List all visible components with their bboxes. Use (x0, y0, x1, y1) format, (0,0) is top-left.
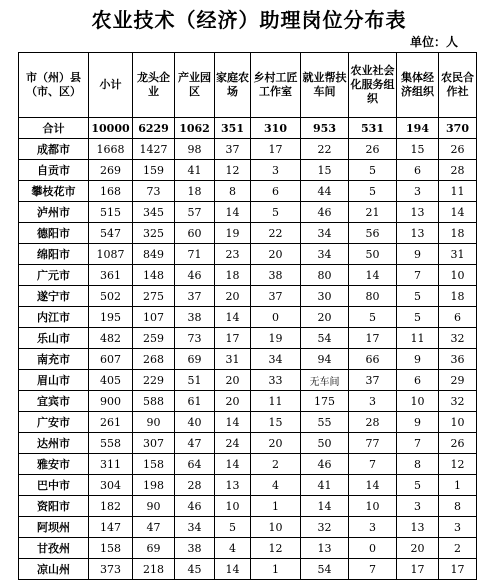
table-cell: 34 (251, 349, 301, 370)
region-name: 自贡市 (19, 160, 89, 181)
region-name: 乐山市 (19, 328, 89, 349)
table-cell: 159 (133, 160, 175, 181)
table-cell: 14 (349, 265, 397, 286)
table-cell: 275 (133, 286, 175, 307)
total-cell: 953 (301, 118, 349, 139)
region-name: 资阳市 (19, 496, 89, 517)
table-row (19, 454, 477, 475)
table-cell: 148 (133, 265, 175, 286)
table-cell: 34 (175, 517, 215, 538)
table-cell: 107 (133, 307, 175, 328)
table-cell: 14 (215, 454, 251, 475)
table-cell: 373 (89, 559, 133, 580)
table-cell: 36 (439, 349, 477, 370)
region-name: 绵阳市 (19, 244, 89, 265)
table-cell: 20 (251, 244, 301, 265)
table-cell: 2 (439, 538, 477, 559)
table-cell: 1 (251, 496, 301, 517)
table-cell: 5 (397, 475, 439, 496)
total-cell: 310 (251, 118, 301, 139)
table-cell: 34 (301, 223, 349, 244)
table-cell: 73 (133, 181, 175, 202)
table-cell: 10 (439, 412, 477, 433)
table-cell: 41 (175, 160, 215, 181)
table-cell: 6 (397, 370, 439, 391)
region-name: 南充市 (19, 349, 89, 370)
table-cell: 7 (397, 433, 439, 454)
page-title: 农业技术（经济）助理岗位分布表 (91, 8, 407, 32)
table-cell: 34 (301, 244, 349, 265)
table-cell: 60 (175, 223, 215, 244)
table-cell: 1427 (133, 139, 175, 160)
table-cell: 20 (397, 538, 439, 559)
table-cell: 17 (251, 139, 301, 160)
table-cell: 5 (349, 307, 397, 328)
table-cell: 345 (133, 202, 175, 223)
table-cell: 18 (439, 286, 477, 307)
table-cell: 37 (251, 286, 301, 307)
table-cell: 26 (439, 433, 477, 454)
header-region: 市（州）县（市、区） (19, 53, 89, 118)
table-cell: 11 (251, 391, 301, 412)
table-cell: 73 (175, 328, 215, 349)
table-cell: 47 (175, 433, 215, 454)
table-cell: 1087 (89, 244, 133, 265)
table-cell: 14 (439, 202, 477, 223)
table-cell: 14 (215, 412, 251, 433)
table-row (19, 139, 477, 160)
table-cell: 7 (397, 265, 439, 286)
table-cell: 50 (349, 244, 397, 265)
table-cell: 50 (301, 433, 349, 454)
table-cell: 20 (215, 391, 251, 412)
table-cell: 28 (175, 475, 215, 496)
total-cell: 1062 (175, 118, 215, 139)
table-cell: 69 (133, 538, 175, 559)
table-cell: 325 (133, 223, 175, 244)
table-cell: 558 (89, 433, 133, 454)
table-cell: 5 (349, 160, 397, 181)
table-cell: 515 (89, 202, 133, 223)
table-cell: 94 (301, 349, 349, 370)
table-cell: 54 (301, 328, 349, 349)
table-cell: 13 (397, 223, 439, 244)
table-cell: 4 (251, 475, 301, 496)
table-cell: 32 (301, 517, 349, 538)
table-cell: 11 (439, 181, 477, 202)
table-cell: 14 (215, 307, 251, 328)
table-cell: 64 (175, 454, 215, 475)
table-cell: 20 (251, 433, 301, 454)
table-cell: 90 (133, 496, 175, 517)
total-cell: 531 (349, 118, 397, 139)
region-name: 攀枝花市 (19, 181, 89, 202)
table-cell: 41 (301, 475, 349, 496)
table-cell: 37 (215, 139, 251, 160)
table-cell: 307 (133, 433, 175, 454)
table-cell: 23 (215, 244, 251, 265)
table-cell: 69 (175, 349, 215, 370)
table-cell: 502 (89, 286, 133, 307)
table-cell: 18 (215, 265, 251, 286)
table-cell: 195 (89, 307, 133, 328)
table-cell: 5 (251, 202, 301, 223)
table-cell: 2 (251, 454, 301, 475)
table-cell: 405 (89, 370, 133, 391)
table-row (19, 181, 477, 202)
total-cell: 6229 (133, 118, 175, 139)
region-name: 德阳市 (19, 223, 89, 244)
table-cell: 304 (89, 475, 133, 496)
table-cell: 55 (301, 412, 349, 433)
table-cell: 无车间 (301, 370, 349, 391)
table-cell: 32 (439, 328, 477, 349)
table-cell: 37 (175, 286, 215, 307)
table-cell: 22 (251, 223, 301, 244)
table-cell: 3 (349, 517, 397, 538)
table-cell: 168 (89, 181, 133, 202)
table-row (19, 202, 477, 223)
table-cell: 14 (215, 559, 251, 580)
region-name: 广元市 (19, 265, 89, 286)
total-row (19, 118, 477, 139)
table-cell: 13 (301, 538, 349, 559)
table-cell: 30 (301, 286, 349, 307)
header-collective-org: 集体经济组织 (397, 53, 439, 118)
header-subtotal: 小计 (89, 53, 133, 118)
table-cell: 147 (89, 517, 133, 538)
table-cell: 3 (349, 391, 397, 412)
table-row (19, 412, 477, 433)
table-cell: 28 (439, 160, 477, 181)
table-cell: 0 (349, 538, 397, 559)
region-name: 成都市 (19, 139, 89, 160)
table-cell: 8 (397, 454, 439, 475)
table-cell: 1 (251, 559, 301, 580)
table-cell: 8 (215, 181, 251, 202)
table-cell: 588 (133, 391, 175, 412)
table-cell: 268 (133, 349, 175, 370)
table-cell: 46 (175, 496, 215, 517)
table-cell: 46 (301, 454, 349, 475)
table-cell: 38 (251, 265, 301, 286)
table-cell: 361 (89, 265, 133, 286)
region-name: 泸州市 (19, 202, 89, 223)
table-cell: 44 (301, 181, 349, 202)
table-cell: 18 (175, 181, 215, 202)
table-cell: 26 (439, 139, 477, 160)
table-cell: 61 (175, 391, 215, 412)
table-cell: 46 (301, 202, 349, 223)
table-row (19, 244, 477, 265)
region-name: 雅安市 (19, 454, 89, 475)
table-cell: 10 (251, 517, 301, 538)
table-cell: 98 (175, 139, 215, 160)
table-cell: 38 (175, 307, 215, 328)
table-cell: 158 (89, 538, 133, 559)
table-cell: 29 (439, 370, 477, 391)
header-leading-enterprise: 龙头企业 (133, 53, 175, 118)
table-cell: 56 (349, 223, 397, 244)
table-cell: 13 (397, 202, 439, 223)
table-cell: 849 (133, 244, 175, 265)
table-cell: 12 (251, 538, 301, 559)
table-cell: 32 (439, 391, 477, 412)
table-row (19, 370, 477, 391)
table-cell: 90 (133, 412, 175, 433)
total-cell: 194 (397, 118, 439, 139)
region-name: 宜宾市 (19, 391, 89, 412)
table-cell: 20 (215, 286, 251, 307)
table-cell: 57 (175, 202, 215, 223)
table-cell: 71 (175, 244, 215, 265)
table-cell: 7 (349, 559, 397, 580)
header-industrial-park: 产业园区 (175, 53, 215, 118)
header-employment-workshop: 就业帮扶车间 (301, 53, 349, 118)
table-cell: 5 (397, 286, 439, 307)
table-cell: 229 (133, 370, 175, 391)
total-cell: 351 (215, 118, 251, 139)
table-cell: 5 (215, 517, 251, 538)
table-cell: 77 (349, 433, 397, 454)
table-cell: 3 (251, 160, 301, 181)
table-row (19, 433, 477, 454)
table-cell: 13 (215, 475, 251, 496)
table-cell: 269 (89, 160, 133, 181)
table-row (19, 538, 477, 559)
table-cell: 46 (175, 265, 215, 286)
table-cell: 20 (215, 370, 251, 391)
table-row (19, 475, 477, 496)
table-cell: 7 (349, 454, 397, 475)
table-cell: 11 (397, 328, 439, 349)
table-cell: 31 (439, 244, 477, 265)
table-cell: 19 (251, 328, 301, 349)
table-row (19, 496, 477, 517)
table-cell: 80 (301, 265, 349, 286)
table-cell: 15 (251, 412, 301, 433)
table-cell: 31 (215, 349, 251, 370)
table-cell: 261 (89, 412, 133, 433)
table-cell: 3 (397, 496, 439, 517)
table-cell: 6 (397, 160, 439, 181)
table-cell: 6 (439, 307, 477, 328)
header-cooperative: 农民合作社 (439, 53, 477, 118)
table-cell: 3 (397, 181, 439, 202)
table-cell: 182 (89, 496, 133, 517)
region-name: 眉山市 (19, 370, 89, 391)
table-cell: 175 (301, 391, 349, 412)
table-cell: 8 (439, 496, 477, 517)
table-row (19, 328, 477, 349)
region-name: 达州市 (19, 433, 89, 454)
region-name: 广安市 (19, 412, 89, 433)
table-cell: 311 (89, 454, 133, 475)
header-row (19, 53, 477, 118)
table-cell: 19 (215, 223, 251, 244)
table-cell: 218 (133, 559, 175, 580)
table-cell: 900 (89, 391, 133, 412)
table-row (19, 349, 477, 370)
table-cell: 14 (215, 202, 251, 223)
table-cell: 22 (301, 139, 349, 160)
table-cell: 9 (397, 244, 439, 265)
table-cell: 3 (439, 517, 477, 538)
table-cell: 18 (439, 223, 477, 244)
table-cell: 17 (215, 328, 251, 349)
table-cell: 12 (215, 160, 251, 181)
region-name: 巴中市 (19, 475, 89, 496)
table-cell: 51 (175, 370, 215, 391)
table-cell: 158 (133, 454, 175, 475)
table-cell: 66 (349, 349, 397, 370)
table-row (19, 286, 477, 307)
table-row (19, 223, 477, 244)
table-cell: 17 (349, 328, 397, 349)
table-row (19, 307, 477, 328)
table-cell: 10 (215, 496, 251, 517)
table-cell: 21 (349, 202, 397, 223)
total-label: 合计 (19, 118, 89, 139)
table-cell: 20 (301, 307, 349, 328)
table-cell: 54 (301, 559, 349, 580)
table-cell: 45 (175, 559, 215, 580)
table-cell: 33 (251, 370, 301, 391)
table-cell: 24 (215, 433, 251, 454)
table-cell: 198 (133, 475, 175, 496)
table-cell: 5 (349, 181, 397, 202)
table-row (19, 265, 477, 286)
region-name: 甘孜州 (19, 538, 89, 559)
table-row (19, 160, 477, 181)
table-cell: 9 (397, 412, 439, 433)
region-name: 凉山州 (19, 559, 89, 580)
header-craftsman-studio: 乡村工匠工作室 (251, 53, 301, 118)
table-cell: 9 (397, 349, 439, 370)
table-cell: 607 (89, 349, 133, 370)
table-cell: 28 (349, 412, 397, 433)
table-cell: 1 (439, 475, 477, 496)
table-cell: 17 (439, 559, 477, 580)
table-row (19, 391, 477, 412)
total-cell: 10000 (89, 118, 133, 139)
table-cell: 17 (397, 559, 439, 580)
table-cell: 10 (349, 496, 397, 517)
table-cell: 5 (397, 307, 439, 328)
header-service-org: 农业社会化服务组织 (349, 53, 397, 118)
table-cell: 15 (301, 160, 349, 181)
table-cell: 14 (349, 475, 397, 496)
header-family-farm: 家庭农场 (215, 53, 251, 118)
table-cell: 4 (215, 538, 251, 559)
distribution-table (18, 52, 477, 580)
region-name: 内江市 (19, 307, 89, 328)
table-cell: 482 (89, 328, 133, 349)
region-name: 遂宁市 (19, 286, 89, 307)
table-row (19, 559, 477, 580)
table-cell: 15 (397, 139, 439, 160)
total-cell: 370 (439, 118, 477, 139)
table-cell: 13 (397, 517, 439, 538)
table-cell: 547 (89, 223, 133, 244)
table-cell: 38 (175, 538, 215, 559)
table-cell: 80 (349, 286, 397, 307)
table-cell: 12 (439, 454, 477, 475)
table-row (19, 517, 477, 538)
table-cell: 14 (301, 496, 349, 517)
table-cell: 10 (397, 391, 439, 412)
table-cell: 47 (133, 517, 175, 538)
table-cell: 259 (133, 328, 175, 349)
region-name: 阿坝州 (19, 517, 89, 538)
table-cell: 10 (439, 265, 477, 286)
table-cell: 37 (349, 370, 397, 391)
table-cell: 1668 (89, 139, 133, 160)
table-cell: 0 (251, 307, 301, 328)
table-cell: 26 (349, 139, 397, 160)
table-cell: 40 (175, 412, 215, 433)
unit-label: 单位：人 (409, 35, 458, 49)
table-cell: 6 (251, 181, 301, 202)
